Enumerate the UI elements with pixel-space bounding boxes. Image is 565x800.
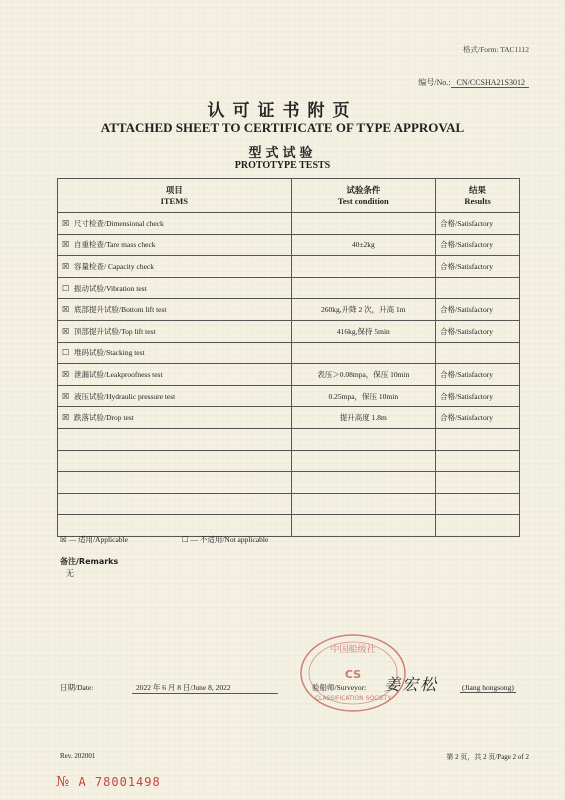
condition-cell: 表压＞0.08mpa，保压 10min bbox=[291, 364, 436, 386]
result-cell bbox=[436, 450, 520, 472]
legend-applicable: ☒ — 适用/Applicable bbox=[60, 535, 128, 544]
seal-text-bottom: CLASSIFICATION SOCIETY bbox=[314, 695, 392, 702]
seal-text-center: CS bbox=[344, 668, 362, 681]
item-cell bbox=[58, 385, 292, 407]
result-cell: 合格/Satisfactory bbox=[436, 213, 520, 235]
item-cell bbox=[58, 320, 292, 342]
item-cell bbox=[58, 364, 292, 386]
result-cell bbox=[436, 515, 520, 537]
number-label: 编号/No.: bbox=[418, 78, 451, 87]
condition-cell bbox=[291, 493, 436, 515]
serial-number bbox=[56, 774, 161, 790]
condition-cell bbox=[291, 277, 436, 299]
table-row bbox=[58, 450, 520, 472]
remarks-label: 备注/Remarks bbox=[60, 557, 119, 566]
serial-value: A 78001498 bbox=[78, 775, 161, 789]
condition-cell: 0.25mpa，保压 10min bbox=[291, 385, 436, 407]
page-number: 第 2 页，共 2 页/Page 2 of 2 bbox=[446, 753, 529, 761]
checkbox-icon: ☐ bbox=[62, 348, 70, 358]
item-label: 顶部提升试验/Top lift test bbox=[74, 326, 156, 336]
table-row bbox=[58, 428, 520, 450]
item-cell bbox=[58, 256, 292, 278]
title-english: ATTACHED SHEET TO CERTIFICATE OF TYPE APPROVAL bbox=[100, 120, 465, 135]
prototype-tests-table bbox=[57, 178, 520, 537]
item-cell bbox=[58, 342, 292, 364]
result-cell: 合格/Satisfactory bbox=[436, 299, 520, 321]
table-row bbox=[58, 364, 520, 386]
subtitle-english: PROTOTYPE TESTS bbox=[234, 160, 331, 171]
result-cell: 合格/Satisfactory bbox=[436, 320, 520, 342]
condition-cell: 40±2kg bbox=[291, 234, 436, 256]
header-condition: 试验条件 Test condition bbox=[291, 179, 436, 213]
surveyor-label: 验船师/Surveyor: bbox=[312, 683, 367, 692]
title-chinese: 认可证书附页 bbox=[207, 101, 358, 121]
table-row bbox=[58, 320, 520, 342]
condition-cell: 260kg,升降 2 次，升高 1m bbox=[291, 299, 436, 321]
remarks-value: 无 bbox=[66, 569, 74, 578]
table-row bbox=[58, 472, 520, 494]
item-cell bbox=[58, 234, 292, 256]
header-results: 结果 Results bbox=[436, 179, 520, 213]
condition-cell bbox=[291, 450, 436, 472]
condition-cell: 提升高度 1.8m bbox=[291, 407, 436, 429]
table-row bbox=[58, 213, 520, 235]
table-row bbox=[58, 299, 520, 321]
checked-box-icon: ☒ bbox=[62, 391, 70, 401]
subtitle-chinese: 型式试验 bbox=[248, 146, 317, 161]
form-code: 格式/Form: TAC1112 bbox=[462, 45, 529, 54]
checked-box-icon: ☒ bbox=[62, 240, 70, 250]
result-cell bbox=[436, 277, 520, 299]
item-cell bbox=[58, 472, 292, 494]
checked-box-icon: ☒ bbox=[62, 369, 70, 379]
item-label: 尺寸检查/Dimensional check bbox=[74, 218, 164, 228]
result-cell bbox=[436, 428, 520, 450]
result-cell bbox=[436, 342, 520, 364]
table-row bbox=[58, 493, 520, 515]
table-header-row bbox=[58, 179, 520, 213]
surveyor-signature: 姜宏松 bbox=[384, 675, 439, 694]
condition-cell bbox=[291, 342, 436, 364]
condition-cell: 416kg,保持 5min bbox=[291, 320, 436, 342]
item-label: 泄漏试验/Leakproofness test bbox=[74, 369, 163, 379]
item-cell bbox=[58, 493, 292, 515]
revision: Rev. 202001 bbox=[60, 752, 96, 760]
result-cell bbox=[436, 472, 520, 494]
table-row bbox=[58, 342, 520, 364]
result-cell: 合格/Satisfactory bbox=[436, 364, 520, 386]
item-label: 堆码试验/Stacking test bbox=[74, 348, 145, 358]
seal-text-top: 中国船级社 bbox=[330, 645, 376, 655]
result-cell: 合格/Satisfactory bbox=[436, 385, 520, 407]
checked-box-icon: ☒ bbox=[62, 218, 70, 228]
table-row bbox=[58, 407, 520, 429]
table-row bbox=[58, 234, 520, 256]
item-label: 自重检查/Tare mass check bbox=[74, 240, 156, 250]
item-label: 容量检查/ Capacity check bbox=[74, 261, 154, 271]
checked-box-icon: ☒ bbox=[62, 326, 70, 336]
header-items: 项目 ITEMS bbox=[58, 179, 292, 213]
item-label: 跌落试验/Drop test bbox=[74, 413, 134, 423]
surveyor-name: (Jiang hongsong) bbox=[462, 683, 514, 692]
table-row bbox=[58, 277, 520, 299]
table-row bbox=[58, 256, 520, 278]
table-body bbox=[58, 213, 520, 537]
item-cell bbox=[58, 407, 292, 429]
item-label: 振动试验/Vibration test bbox=[74, 283, 147, 293]
result-cell: 合格/Satisfactory bbox=[436, 256, 520, 278]
item-label: 底部提升试验/Bottom lift test bbox=[74, 305, 167, 315]
checked-box-icon: ☒ bbox=[62, 261, 70, 271]
condition-cell bbox=[291, 472, 436, 494]
item-label: 液压试验/Hydraulic pressure test bbox=[74, 391, 176, 401]
result-cell bbox=[436, 493, 520, 515]
condition-cell bbox=[291, 256, 436, 278]
serial-mark: № bbox=[56, 774, 71, 790]
checkbox-icon: ☐ bbox=[62, 283, 70, 293]
item-cell bbox=[58, 450, 292, 472]
item-cell bbox=[58, 428, 292, 450]
result-cell: 合格/Satisfactory bbox=[436, 234, 520, 256]
result-cell: 合格/Satisfactory bbox=[436, 407, 520, 429]
item-cell bbox=[58, 299, 292, 321]
item-cell bbox=[58, 213, 292, 235]
table-row bbox=[58, 385, 520, 407]
condition-cell bbox=[291, 213, 436, 235]
date-value: 2022 年 6 月 8 日/June 8, 2022 bbox=[132, 682, 278, 694]
legend-not-applicable: ☐ — 不适用/Not applicable bbox=[181, 535, 269, 544]
condition-cell bbox=[291, 428, 436, 450]
checked-box-icon: ☒ bbox=[62, 305, 70, 315]
number-value: CN/CCSHA21S3012 bbox=[451, 78, 529, 88]
item-cell bbox=[58, 277, 292, 299]
legend bbox=[60, 534, 320, 545]
date-label: 日期/Date: bbox=[60, 683, 94, 692]
checked-box-icon: ☒ bbox=[62, 413, 70, 423]
certificate-number bbox=[418, 77, 529, 88]
